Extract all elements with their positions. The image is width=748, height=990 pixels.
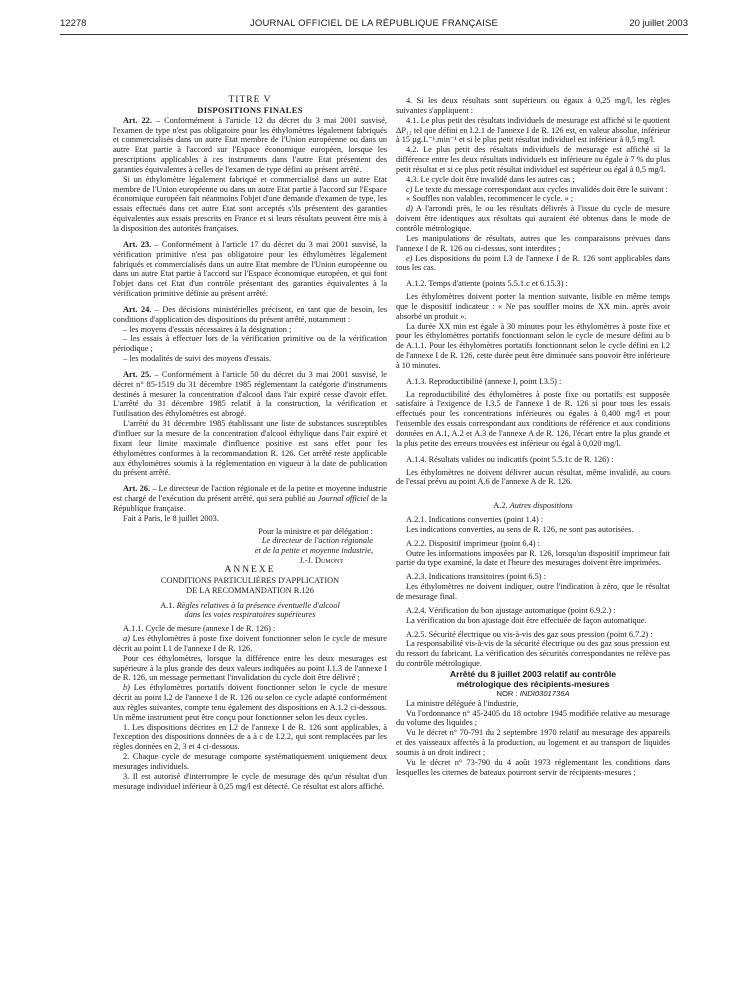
article-22-label: Art. 22. xyxy=(123,115,152,125)
a24-heading: A.2.4. Vérification du bon ajustage automatique (point 6.9.2.) : xyxy=(406,605,616,615)
para-e-text: Les dispositions du point I.3 de l'annexe I de R. 126 sont applicables dans tous les cas. xyxy=(396,253,670,273)
a14-para: Les éthylomètres ne doivent délivrer aucun résultat, même invalidé, au cours de l'essai prévu au point A.6 de l'annexe A de R. 126. xyxy=(396,467,670,487)
a11-a-text: Les éthylomètres à poste fixe doivent fonctionner selon le cycle de mesure décrit au point I.1 de l'annexe I de R. 126. xyxy=(113,634,387,653)
a13-heading: A.1.3. Reproductibilité (annexe I, point I.3.5) : xyxy=(406,376,562,386)
signature-line-1: Pour la ministre et par délégation : xyxy=(258,526,373,536)
section-a1-title-line-1: Règles relatives à la présence éventuelle d'alcool xyxy=(176,600,340,610)
arrete-title-line-2: métrologique des récipients-mesures xyxy=(456,678,610,689)
article-26-text-end: de la République française. xyxy=(113,494,387,513)
page-number: 12278 xyxy=(60,18,87,29)
a22-para: Outre les informations imposées par R. 126, lorsqu'un dispositif imprimeur fait partie du type examiné, la date et l'heure des mesurages doivent être imprimées. xyxy=(396,548,670,568)
article-24-item: – les moyens d'essais nécessaires à la désignation ; xyxy=(123,324,292,334)
a25-para: La responsabilité vis-à-vis de la sécurité électrique ou des gaz sous pression est du ressort du fabricant. La vérification des sécurités correspondantes ne relève pas du contrôle métrologique. xyxy=(396,639,670,669)
a12-para-1: Les éthylomètres doivent porter la mention suivante, lisible en même temps que le dispositif indicateur : « Ne pas souffler moins de XX min. après avoir absorbé un produit ». xyxy=(396,292,670,321)
a11-heading: A.1.1. Cycle de mesure (annexe I de R. 126) : xyxy=(123,624,276,634)
visa-3: Vu le décret n° 73-790 du 4 août 1973 réglementant les conditions dans lesquelles les citernes de bateaux pourront servir de récipients-mesures ; xyxy=(396,757,670,777)
arrete-title-line-1: Arrêté du 8 juillet 2003 relatif au contrôle xyxy=(449,668,617,679)
conditions-heading-1: CONDITIONS PARTICULIÈRES D'APPLICATION xyxy=(160,575,340,585)
a11-para-a xyxy=(113,634,387,654)
section-a2-number: A.2. xyxy=(493,501,510,511)
titre-heading: TITRE V xyxy=(228,95,272,105)
section-a2-title xyxy=(396,501,670,511)
article-25-text: – Conformément à l'article 50 du décret du 3 mai 2001 susvisé, le décret n° 85-1519 du 31 décembre 1985 réglementant la catégorie d'instruments destinés à mesurer la concentration d'alcool dans l'air expiré cesse d'avoir effet. L'arrêté du 31 décembre 1985 relatif à la construction, la vérification et l'utilisation des éthylomètres est abrogé. xyxy=(113,369,387,419)
article-24-text: – Des décisions ministérielles précisent, en tant que de besoin, les conditions d'application des dispositions du présent arrêté, notamment : xyxy=(113,304,387,324)
journal-title: JOURNAL OFFICIEL DE LA RÉPUBLIQUE FRANÇAISE xyxy=(249,18,499,29)
a24-para: La vérification du bon ajustage doit être effectuée de façon automatique. xyxy=(406,615,647,625)
signature-line-2: Le directeur de l'action régionale xyxy=(261,536,373,546)
para-e-label: e) xyxy=(406,253,413,263)
visa-2: Vu le décret n° 70-791 du 2 septembre 1970 relatif au mesurage des appareils et des vaisseaux affectés à la production, au logement et au transport de liquides soumis à un droit indirect ; xyxy=(396,728,670,757)
article-26-text: – Le directeur de l'action régionale et de la petite et moyenne industrie est chargé de l'exécution du présent arrêté, qui sera publié au xyxy=(113,484,387,504)
a23-para: Les éthylomètres ne doivent indiquer, outre l'indication à zéro, que le résultat de mesurage final. xyxy=(396,582,670,601)
article-23-label: Art. 23. xyxy=(123,239,152,249)
article-24-label: Art. 24. xyxy=(123,304,152,314)
article-25-label: Art. 25. xyxy=(123,369,152,379)
article-22-text: – Conformément à l'article 12 du décret du 3 mai 2001 susvisé, l'examen de type n'est pas obligatoire pour les éthylomètres légalement fabriqués et commercialisés dans un autre Etat membre de l'Union européenne ou dans un autre Etat partie à l'accord sur l'Espace économique européen, lorsque les prescriptions applicables à ces instruments dans l'autre Etat présentent des garanties équivalentes à celles de l'examen de type défini au présent arrêté. xyxy=(113,115,387,174)
a12-heading: A.1.2. Temps d'attente (points 5.5.1.c et 6.15.3) : xyxy=(406,279,568,289)
page-header xyxy=(60,18,688,34)
publication-date: 20 juillet 2003 xyxy=(629,18,688,29)
rule-1: 1. Les dispositions décrites en I.2 de l'annexe I de R. 126 sont applicables, à l'exception des dispositions données de a à c de I.2.2, qui sont remplacées par les règles données en 2, 3 et 4 ci-dessous. xyxy=(113,722,387,752)
a25-heading: A.2.5. Sécurité électrique ou vis-à-vis des gaz sous pression (point 6.7.2) : xyxy=(406,629,653,639)
a11-para-a2: Pour ces éthylomètres, lorsque la différence entre les deux mesurages est supérieure à la plus grande des deux valeurs indiquées au point I.1.3 de l'annexe I de R. 126, un message permettant l'invalidation du cycle doit être délivré ; xyxy=(113,653,387,683)
para-d-label: d) xyxy=(406,204,413,214)
article-22 xyxy=(113,116,387,175)
ministre-line: La ministre déléguée à l'industrie, xyxy=(406,698,519,708)
article-24-item: – les essais à effectuer lors de la vérification primitive ou de la vérification périodique ; xyxy=(113,334,387,354)
para-c xyxy=(396,185,670,195)
annexe-heading: ANNEXE xyxy=(224,564,276,575)
article-25 xyxy=(113,370,387,419)
a23-heading: A.2.3. Indications transitoires (point 6.5) : xyxy=(406,572,546,582)
signatory-name: J.-J. Dumont xyxy=(299,556,343,566)
a13-para: La reproductibilité des éthylomètres à poste fixe ou portatifs est supposée satisfaire à l'exigence de I.3.5 de l'annexe I de R. 126 si pour tous les essais effectués pour les concentrations inférieures ou égales à 0,400 mg/l et pour l'ensemble des essais correspondant aux conditions de référence et aux conditions données en A.1, A.2 et A.3 de l'annexe A de R. 126, l'écart entre la plus grande et la plus petite des erreurs trouvées est inférieur ou égal à 0,020 mg/l. xyxy=(396,389,670,448)
rule-4-2: 4.2. Le plus petit des résultats individuels de mesurage est affiché si la différence entre les deux résultats individuels est inférieure ou égale à 7 % du plus petit résultat et si ce plus petit résultat individuel est supérieur ou égal à 0,5 mg/l. xyxy=(396,145,670,174)
dispositions-heading: DISPOSITIONS FINALES xyxy=(197,104,303,115)
nor-reference xyxy=(396,689,670,699)
article-25-para-2: L'arrêté du 31 décembre 1985 établissant une liste de substances susceptibles d'influer sur la mesure de la concentration d'alcool éthylique dans l'air expiré et fixant leur limite maximale d'influence positive est sans effet pour les éthylomètres conformes à la recommandation R. 126. Cet arrêté reste applicable aux éthylomètres soumis à la réglementation en vigueur à la date de publication du présent arrêté. xyxy=(113,419,387,478)
invalid-message: « Souffles non valables, recommencer le cycle. » ; xyxy=(406,194,574,204)
section-a1-number: A.1. xyxy=(160,600,177,610)
a21-heading: A.2.1. Indications converties (point 1.4) : xyxy=(406,515,544,525)
para-c-label: c) xyxy=(406,184,413,194)
rule-3: 3. Il est autorisé d'interrompre le cycle de mesurage dès qu'un résultat d'un mesurage individuel inférieur à 0,25 mg/l est détecté. Ce résultat est alors affiché. xyxy=(113,771,387,791)
a12-para-2: La durée XX min est égale à 30 minutes pour les éthylomètres à poste fixe et pour les éthylomètres portatifs fonctionnant selon le cycle de mesure défini au b de A.1.1. Pour les éthylomètres portatifs fonctionnant selon le cycle défini en I.2 de l'annexe I de R. 126, cette durée peut être diminuée sans pouvoir être inférieure à 10 minutes. xyxy=(396,321,670,370)
conditions-heading-2: DE LA RECOMMANDATION R.126 xyxy=(186,585,314,595)
a11-para-b xyxy=(113,683,387,722)
a21-para: Les indications converties, au sens de R. 126, ne sont pas autorisées. xyxy=(406,524,634,534)
a11-b-label: b) xyxy=(123,683,130,693)
a11-a-label: a) xyxy=(123,634,130,644)
manipulations-para: Les manipulations de résultats, autres que les comparaisons prévues dans l'annexe I de R. 126 ou ci-dessus, sont interdites ; xyxy=(396,233,670,253)
article-24 xyxy=(113,305,387,325)
section-a1-title-line-2: dans les voies respiratoires supérieures xyxy=(184,610,316,620)
signature-line-3: et de la petite et moyenne industrie, xyxy=(254,546,373,556)
section-a2-title-text: Autres dispositions xyxy=(509,501,573,511)
visa-1: Vu l'ordonnance n° 45-2405 du 18 octobre 1945 modifiée relative au mesurage du volume des liquides ; xyxy=(396,708,670,728)
article-26-label: Art. 26. xyxy=(123,484,151,494)
a11-b-text: Les éthylomètres portatifs doivent fonctionner selon le cycle de mesure décrit au point I.2 de l'annexe I de R. 126 ou selon ce cycle adapté conformément aux règles suivantes, compte tenu également des dispositions en A.1.2 ci-dessous. Un même instrument peut être conçu pour fonctionner selon les deux cycles. xyxy=(113,683,387,722)
header-rule xyxy=(60,34,688,35)
rule-4-3: 4.3. Le cycle doit être invalidé dans les autres cas ; xyxy=(406,174,575,184)
para-c-text: Le texte du message correspondant aux cycles invalidés doit être le suivant : xyxy=(412,184,668,194)
article-23-text: – Conformément à l'article 17 du décret du 3 mai 2001 susvisé, la vérification primitive n'est pas obligatoire pour les éthylomètres légalement fabriqués et commercialisés dans un autre Etat membre de l'Union européenne ou dans un autre Etat partie à l'accord sur l'Espace économique européen, et qui font l'objet dans cet Etat d'un contrôle présentant des garanties équivalentes à la vérification primitive définie au présent arrêté. xyxy=(113,239,387,299)
fait-a-paris: Fait à Paris, le 8 juillet 2003. xyxy=(123,513,219,523)
article-26 xyxy=(113,484,387,514)
signature-block xyxy=(113,527,387,566)
nor-code: INDI0301736A xyxy=(519,688,570,698)
para-d-text: A l'arrondi près, le ou les résultats délivrés à l'issue du cycle de mesure doivent être identiques aux résultats qui auraient été obtenus dans le mode de contrôle métrologique. xyxy=(396,204,670,233)
a14-heading: A.1.4. Résultats valides ou indicatifs (point 5.5.1c de R. 126) : xyxy=(406,454,614,464)
left-column xyxy=(113,96,387,792)
para-d xyxy=(396,204,670,234)
para-e xyxy=(396,254,670,274)
rule-4-1: 4.1. Le plus petit des résultats individuels de mesurage est affiché si le quotient ΔP₁₂ tel que défini en I.2.1 de l'annexe I de R. 126 est, en valeur absolue, inférieur à 15 µg.L⁻¹.min⁻¹ et si le plus petit résultat individuel est inférieur à 0,5 mg/l. xyxy=(396,115,670,145)
nor-label: NOR : xyxy=(496,688,520,698)
article-24-item: – les modalités de suivi des moyens d'essais. xyxy=(123,354,272,364)
article-23 xyxy=(113,240,387,299)
right-column xyxy=(396,96,670,777)
a22-heading: A.2.2. Dispositif imprimeur (point 6.4) : xyxy=(406,538,540,548)
section-a1-title xyxy=(113,601,387,611)
article-22-para-2: Si un éthylomètre légalement fabriqué et commercialisé dans un autre Etat membre de l'Union européenne ou dans un autre Etat partie à l'accord sur l'Espace économique européen fait néanmoins l'objet d'une demande d'examen de type, les essais effectués dans cet autre Etat sont acceptés s'ils présentent des garanties équivalentes aux essais prescrits en France et si leurs résultats peuvent être mis à la disposition des autorités françaises. xyxy=(113,174,387,233)
journal-officiel-italic: Journal officiel xyxy=(317,494,369,504)
rule-2: 2. Chaque cycle de mesurage comporte systématiquement uniquement deux mesurages individuels. xyxy=(113,752,387,771)
rule-4: 4. Si les deux résultats sont supérieurs ou égaux à 0,25 mg/l, les règles suivantes s'appliquent : xyxy=(396,96,670,115)
